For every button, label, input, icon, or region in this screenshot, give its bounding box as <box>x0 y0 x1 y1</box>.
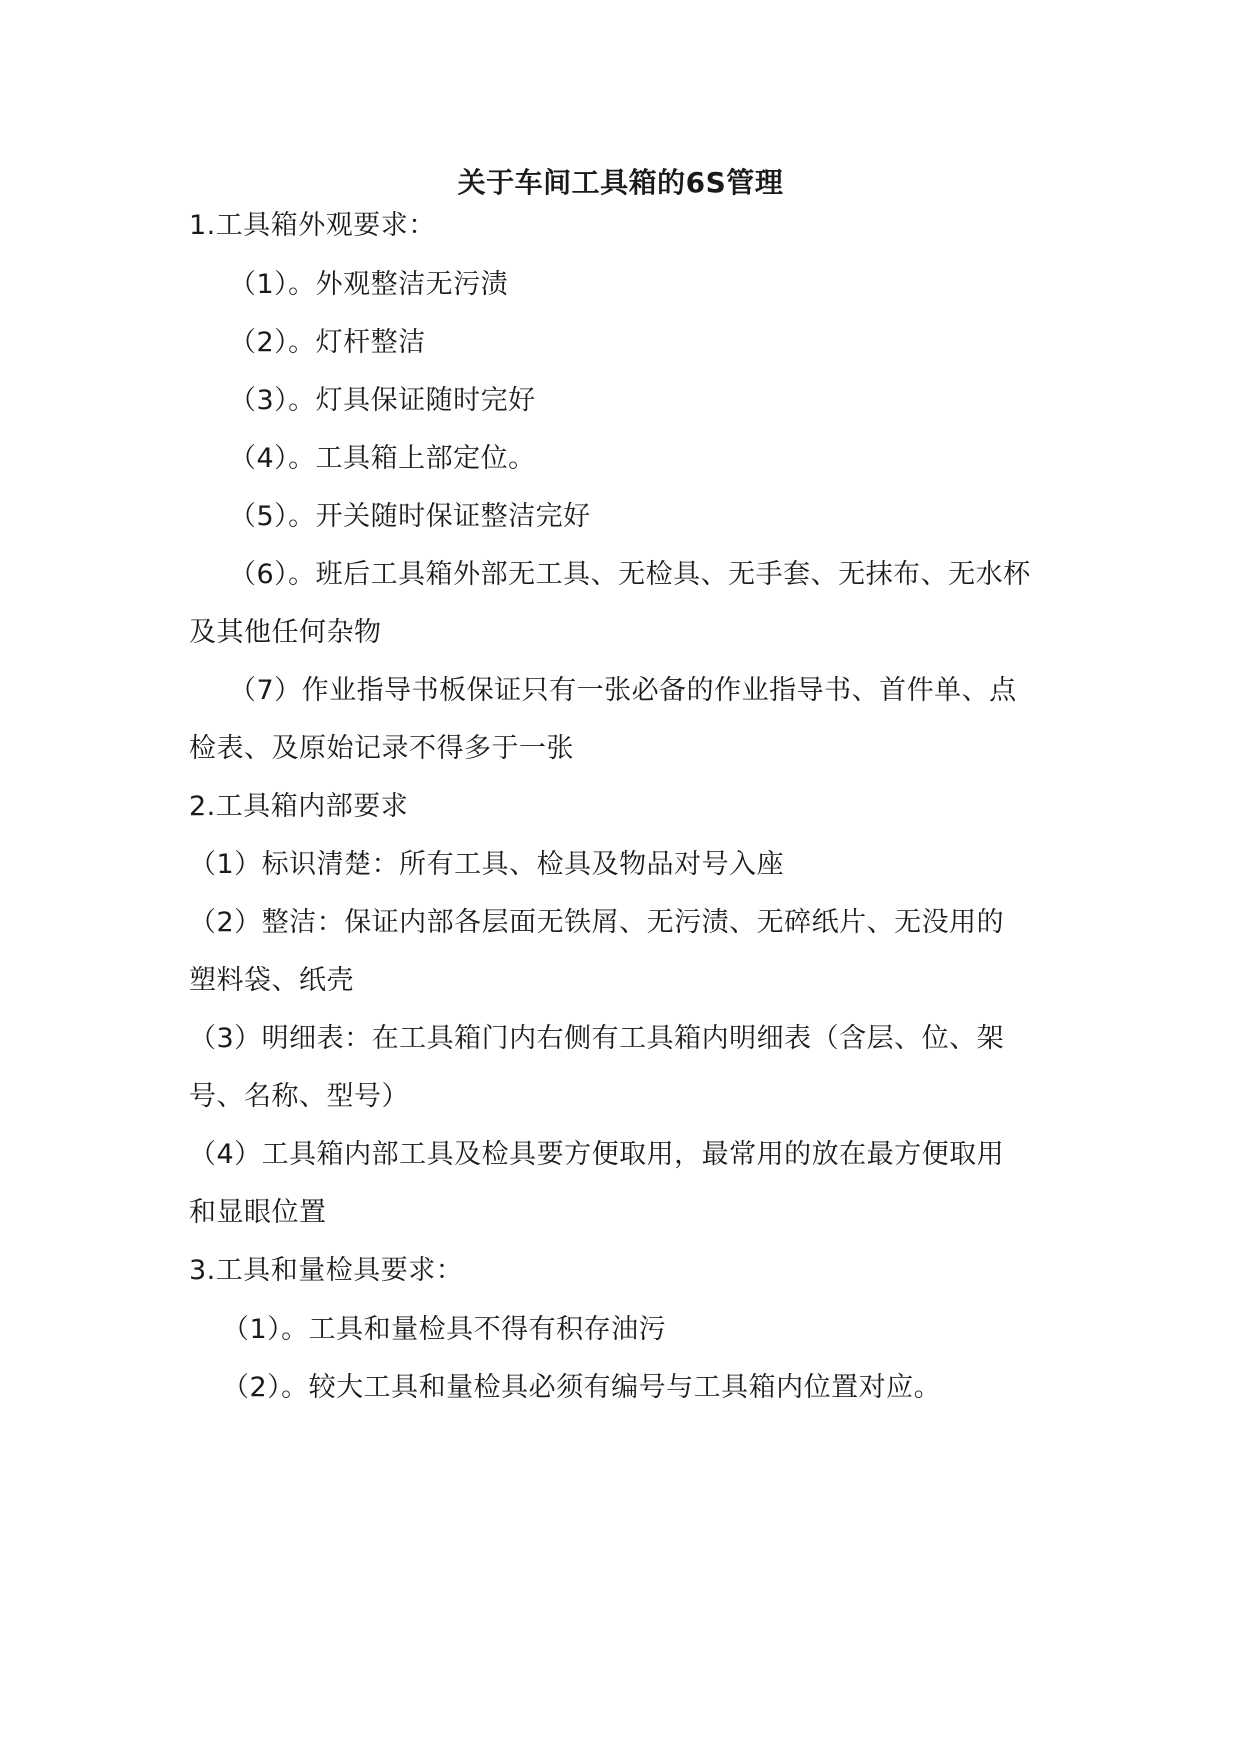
section-heading-2: 2.工具箱内部要求 <box>189 791 409 822</box>
list-item-continuation: 塑料袋、纸壳 <box>189 965 354 996</box>
list-item: （7）作业指导书板保证只有一张必备的作业指导书、首件单、点 <box>229 675 1017 706</box>
list-item: （1）。工具和量检具不得有积存油污 <box>222 1314 667 1345</box>
section-heading-1: 1.工具箱外观要求： <box>189 210 436 241</box>
list-item: （3）明细表：在工具箱门内右侧有工具箱内明细表（含层、位、架 <box>189 1023 1005 1054</box>
list-item-continuation: 号、名称、型号） <box>189 1081 409 1112</box>
list-item: （1）。外观整洁无污渍 <box>229 269 509 300</box>
document-title: 关于车间工具箱的6S管理 <box>457 166 784 199</box>
list-item: （3）。灯具保证随时完好 <box>229 385 536 416</box>
list-item: （4）。工具箱上部定位。 <box>229 443 536 474</box>
list-item: （2）。灯杆整洁 <box>229 327 426 358</box>
list-item-continuation: 检表、及原始记录不得多于一张 <box>189 733 574 764</box>
section-heading-3: 3.工具和量检具要求： <box>189 1255 464 1286</box>
list-item: （5）。开关随时保证整洁完好 <box>229 501 591 532</box>
list-item-continuation: 和显眼位置 <box>189 1197 327 1228</box>
list-item: （4）工具箱内部工具及检具要方便取用，最常用的放在最方便取用 <box>189 1139 1005 1170</box>
list-item: （6）。班后工具箱外部无工具、无检具、无手套、无抹布、无水杯 <box>229 559 1031 590</box>
list-item: （2）。较大工具和量检具必须有编号与工具箱内位置对应。 <box>222 1372 942 1403</box>
list-item-continuation: 及其他任何杂物 <box>189 617 382 648</box>
list-item: （1）标识清楚：所有工具、检具及物品对号入座 <box>189 849 785 880</box>
list-item: （2）整洁：保证内部各层面无铁屑、无污渍、无碎纸片、无没用的 <box>189 907 1005 938</box>
